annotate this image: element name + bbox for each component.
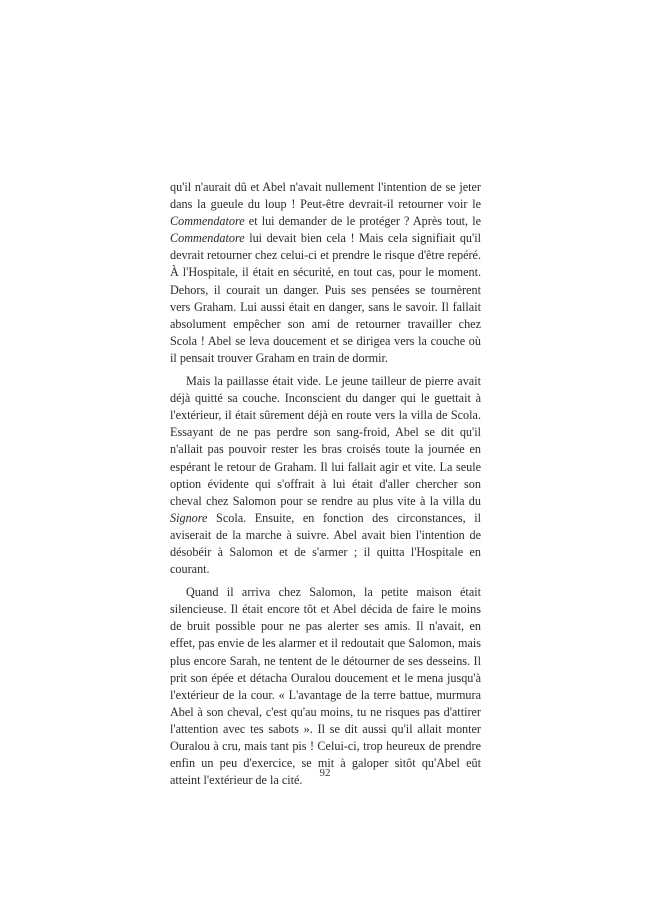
page-number: 92	[319, 767, 331, 779]
paragraph-1	[170, 179, 481, 367]
text-run: lui devait bien cela ! Mais cela signifiait qu'il devrait retourner chez celui-ci et prendre le risque d'être repéré. À l'Hospitale, il était en sécurité, en tout cas, pour le moment. Dehors, il courait un danger. Puis ses pensées se tournèrent vers Graham. Lui aussi était en danger, sans le savoir. Il fallait absolument empêcher son ami de retourner travailler chez Scola ! Abel se leva doucement et se dirigea vers la couche où il pensait trouver Graham en train de dormir.	[170, 231, 481, 365]
text-run: Quand il arriva chez Salomon, la petite maison était silencieuse. Il était encore tôt et Abel décida de faire le moins de bruit possible pour ne pas alerter ses amis. Il n'avait, en effet, pas envie de les alarmer et il redoutait que Salomon, mais plus encore Sarah, ne tentent de le détourner de ses desseins. Il prit son épée et détacha Ouralou doucement et le mena jusqu'à l'extérieur de la cour. « L'avantage de la terre battue, murmura Abel à son cheval, c'est qu'au moins, tu ne risques pas d'attirer l'attention avec tes sabots ». Il se dit aussi qu'il allait monter Ouralou à cru, mais tant pis ! Celui-ci, trop heureux de prendre enfin un peu d'exercice, se mit à galoper sitôt qu'Abel eût atteint l'extérieur de la cité.	[170, 585, 481, 788]
text-run: Mais la paillasse était vide. Le jeune tailleur de pierre avait déjà quitté sa couche. Inconscient du danger qui le guettait à l'extérieur, il était sûrement déjà en route vers la villa de Scola. Essayant de ne pas perdre son sang-froid, Abel se dit qu'il n'allait pas pouvoir rester les bras croisés toute la journée en espérant le retour de Graham. Il lui fallait agir et vite. La seule option évidente qui s'offrait à lui était d'aller chercher son cheval chez Salomon pour se rendre au plus vite à la villa du	[170, 374, 481, 508]
paragraph-2	[170, 373, 481, 578]
paragraph-3	[170, 584, 481, 789]
text-run: et lui demander de le protéger ? Après tout, le	[244, 214, 481, 229]
italic-run: Signore	[170, 510, 208, 525]
body-text	[170, 179, 481, 789]
italic-run: Commendatore	[170, 231, 245, 246]
text-run: Scola. Ensuite, en fonction des circonstances, il aviserait de la marche à suivre. Abel avait bien l'intention de désobéir à Salomon et de s'armer ; il quitta l'Hospitale en courant.	[170, 510, 481, 577]
italic-run: Commendatore	[170, 214, 245, 229]
text-run: qu'il n'aurait dû et Abel n'avait nullement l'intention de se jeter dans la gueule du loup ! Peut-être devrait-il retourner voir le	[170, 180, 481, 212]
